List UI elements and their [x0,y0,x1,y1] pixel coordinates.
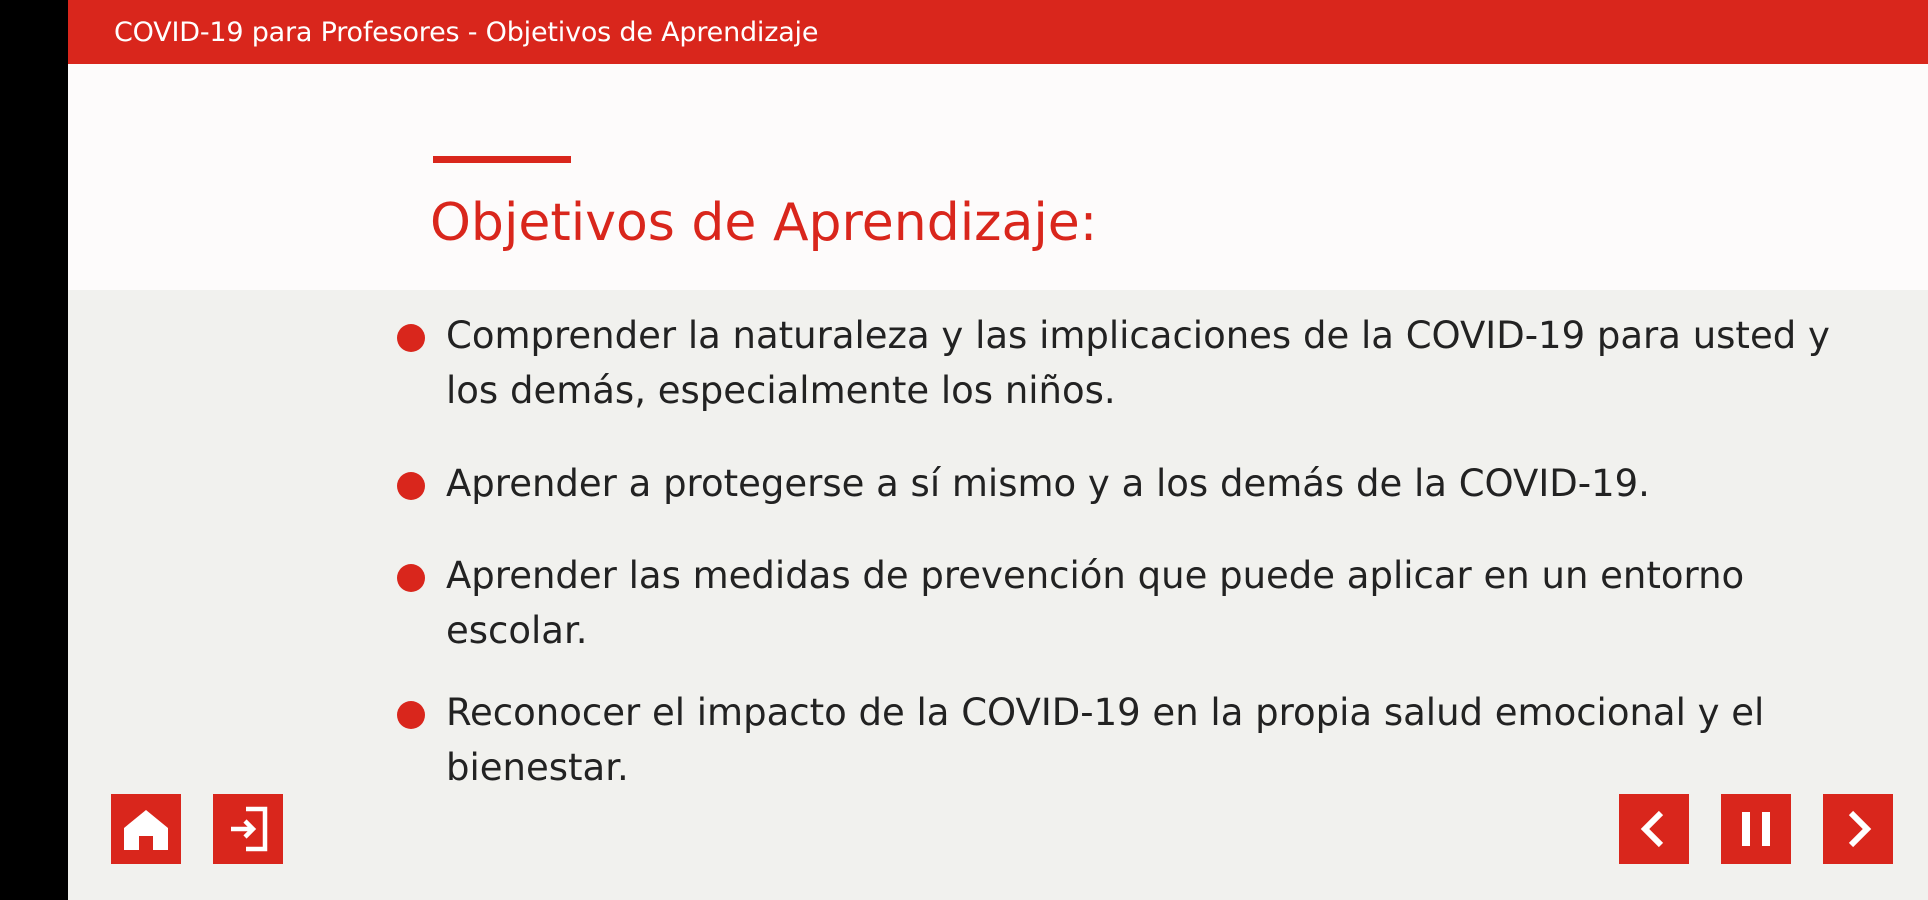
chevron-left-icon [1627,802,1681,856]
bullet-icon [397,564,425,592]
exit-icon [221,802,275,856]
title-bar [68,0,1928,64]
home-button[interactable] [111,794,181,864]
objectives-list [388,308,1868,795]
previous-button[interactable] [1619,794,1689,864]
page-title: Objetivos de Aprendizaje: [430,193,1098,253]
bullet-icon [397,472,425,500]
objective-text: Aprender las medidas de prevención que puede aplicar en un entorno escolar. [446,554,1745,652]
home-icon [119,802,173,856]
app-window [68,0,1928,900]
objective-text: Aprender a protegerse a sí mismo y a los demás de la COVID-19. [446,462,1650,505]
objective-item [388,685,1868,795]
objective-item [388,456,1868,511]
chevron-right-icon [1831,802,1885,856]
objective-text: Reconocer el impacto de la COVID-19 en la propia salud emocional y el bienestar. [446,691,1765,789]
objective-item [388,548,1868,658]
pause-button[interactable] [1721,794,1791,864]
bullet-icon [397,701,425,729]
pause-icon [1729,802,1783,856]
page-header [68,64,1928,290]
title-accent-line [433,156,571,163]
exit-button[interactable] [213,794,283,864]
next-button[interactable] [1823,794,1893,864]
window-title: COVID-19 para Profesores - Objetivos de Aprendizaje [114,16,819,48]
objective-text: Comprender la naturaleza y las implicaciones de la COVID-19 para usted y los demás, especialmente los niños. [446,314,1830,412]
bullet-icon [397,324,425,352]
objective-item [388,308,1868,418]
